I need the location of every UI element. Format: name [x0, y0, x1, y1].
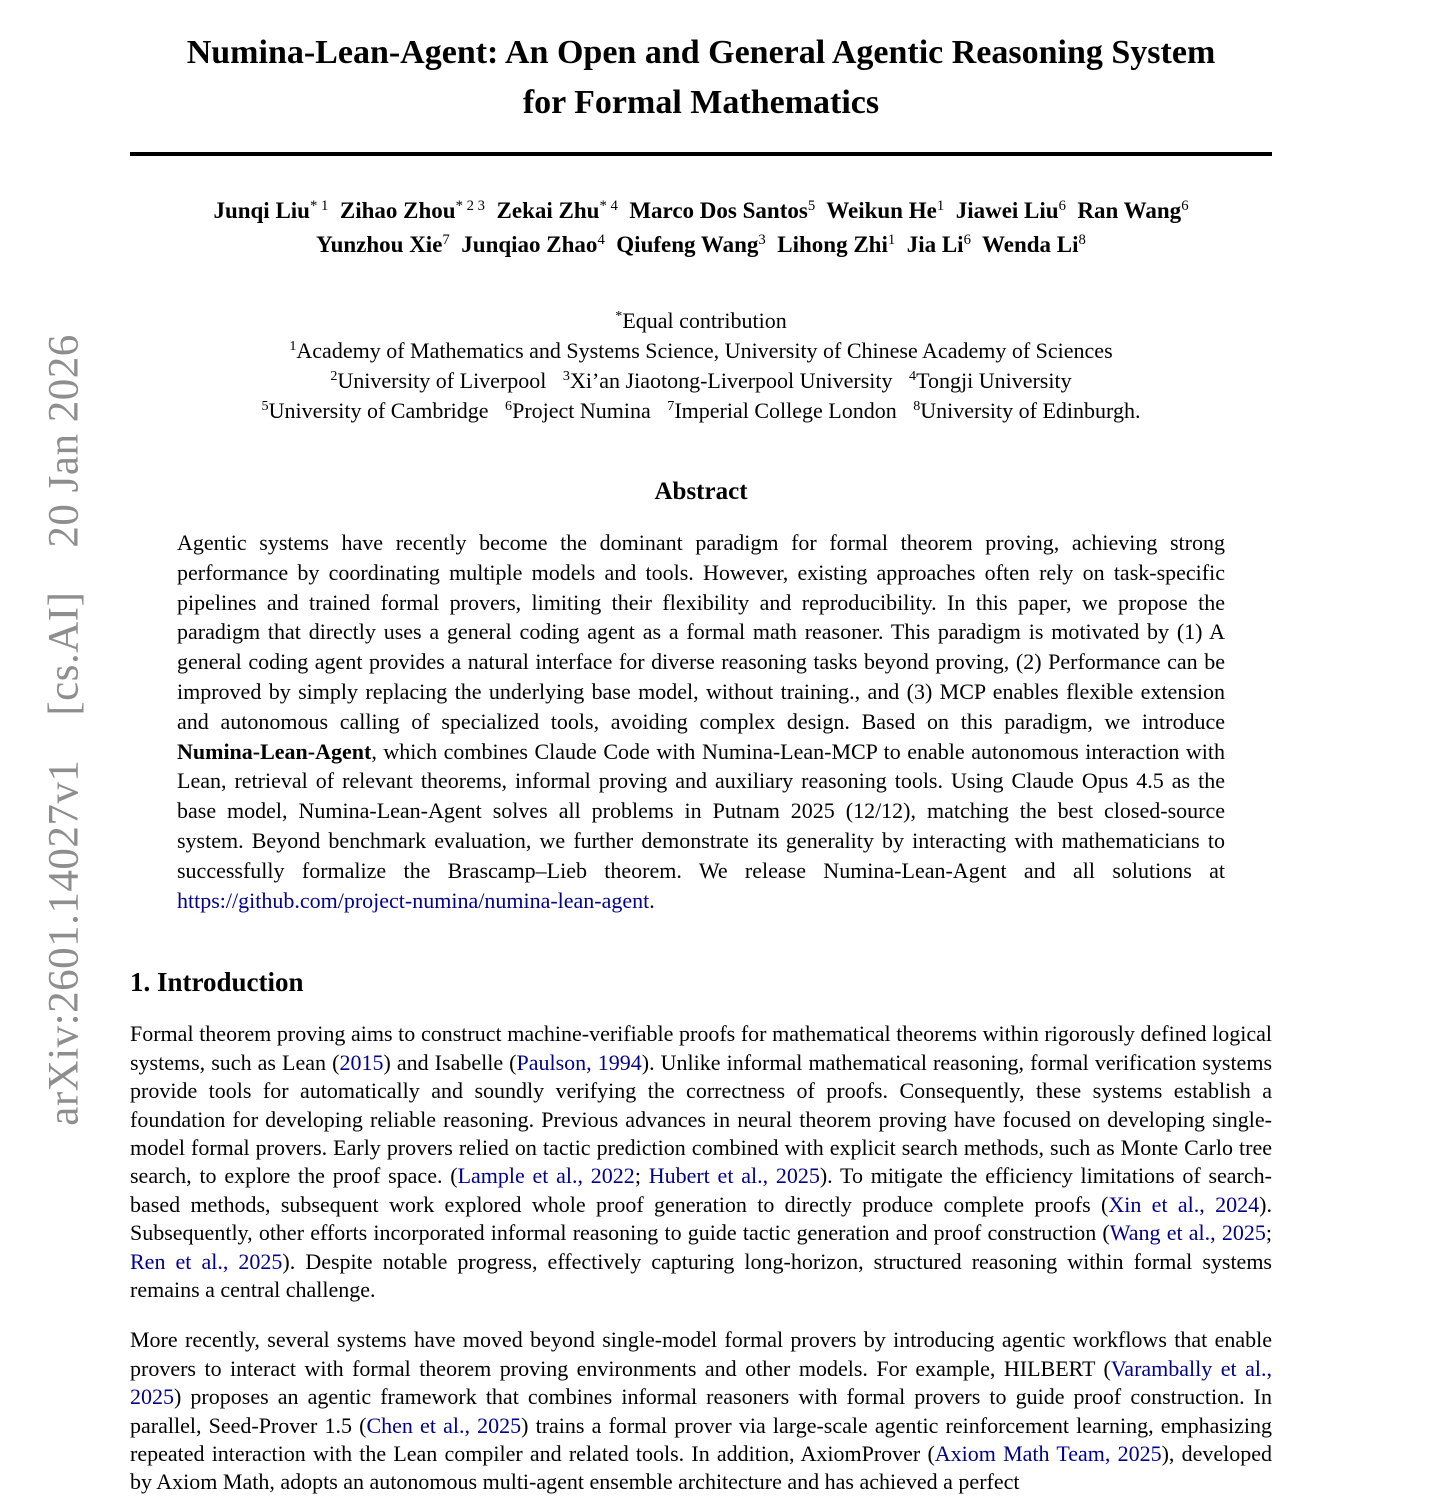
text-segment: Wenda Li — [982, 232, 1079, 257]
text-segment: University of Edinburgh. — [920, 398, 1141, 423]
text-segment: Project Numina — [512, 398, 668, 423]
text-segment: 2 — [330, 368, 338, 385]
affiliation-line-1 — [130, 336, 1272, 366]
citation-link[interactable]: 2015 — [339, 1049, 384, 1075]
affiliation-line-2 — [130, 366, 1272, 396]
text-segment: 7 — [667, 398, 675, 415]
text-segment: 4 — [597, 231, 605, 248]
text-segment: 8 — [1078, 231, 1086, 248]
text-segment — [450, 232, 462, 257]
text-segment: Jiawei Liu — [955, 198, 1059, 223]
text-segment: ). Despite notable progress, effectively capturing long-horizon, structured reasoning within formal systems remains a central challenge. — [130, 1248, 1272, 1303]
paper-content — [130, 0, 1273, 1495]
intro-paragraph-2 — [130, 1326, 1272, 1496]
text-segment — [815, 198, 826, 223]
intro-paragraph-1 — [130, 1020, 1272, 1304]
text-segment: 6 — [1181, 197, 1189, 214]
text-segment: 3 — [562, 368, 570, 385]
text-segment: University of Cambridge — [268, 398, 506, 423]
authors-row-2 — [130, 228, 1272, 262]
text-segment: Jia Li — [906, 232, 964, 257]
text-segment: ) and Isabelle ( — [383, 1049, 517, 1075]
paper-title-line2: for Formal Mathematics — [522, 84, 880, 121]
citation-link[interactable]: Axiom Math Team, 2025 — [934, 1441, 1162, 1467]
text-segment: Junqi Liu — [213, 198, 310, 223]
text-segment: 6 — [505, 398, 513, 415]
text-segment: . — [649, 887, 655, 913]
text-segment: Equal contribution — [622, 308, 787, 333]
text-segment: 8 — [913, 398, 921, 415]
authors-row-1 — [130, 194, 1272, 228]
text-segment: Marco Dos Santos — [629, 198, 808, 223]
author-block — [130, 194, 1272, 262]
text-segment: * 4 — [599, 197, 618, 214]
text-segment — [485, 198, 497, 223]
text-segment: Zihao Zhou — [339, 198, 456, 223]
text-segment: , which combines Claude Code with Numina-Lean-MCP to enable autonomous interaction with Lean, retrieval of relevant theorems, informal proving and auxiliary reasoning tools. Using Claude Opus 4.5 as the base model, Numina-Lean-Agent solves all problems in Putnam 2025 (12/12), matching the best closed-source system. Beyond benchmark evaluation, we further demonstrate its generality by interacting with mathematicians to successfully formalize the Brascamp–Lieb theorem. We release Numina-Lean-Agent and all solutions at — [177, 738, 1225, 883]
text-segment: More recently, several systems have moved beyond single-model formal provers by introducing agentic workflows that enable provers to interact with formal theorem proving environments and other models. For example, HILBERT ( — [130, 1327, 1272, 1381]
text-segment — [605, 232, 617, 257]
citation-link[interactable]: Wang et al., 2025 — [1109, 1220, 1266, 1246]
text-segment: ) trains a formal prover via large-scale agentic reinforcement learning, emphasizing repeated interaction with the Lean compiler and related tools. In addition, AxiomProver ( — [130, 1412, 1272, 1467]
citation-link[interactable]: Xin et al., 2024 — [1108, 1191, 1260, 1217]
text-segment: Academy of Mathematics and Systems Science, University of Chinese Academy of Sciences — [296, 338, 1113, 363]
text-segment: 5 — [807, 197, 816, 214]
text-segment: 1 — [887, 231, 896, 248]
text-segment: Agentic systems have recently become the dominant paradigm for formal theorem proving, achieving strong performance by coordinating multiple models and tools. However, existing approaches often rely on task-specific pipelines and trained formal provers, limiting their flexibility and reproducibility. In this paper, we propose the paradigm that directly uses a general coding agent as a formal math reasoner. This paradigm is motivated by (1) A general coding agent provides a natural interface for diverse reasoning tasks beyond proving, (2) Performance can be improved by simply replacing the underlying base model, without training., and (3) MCP enables flexible extension and autonomous calling of specialized tools, avoiding complex design. Based on this paradigm, we introduce — [177, 530, 1225, 734]
affiliation-line-3 — [130, 396, 1272, 426]
affiliations-block — [130, 306, 1272, 426]
text-segment: 6 — [963, 231, 971, 248]
text-segment — [895, 232, 907, 257]
citation-link[interactable]: Varambally et al., 2025 — [130, 1355, 1272, 1410]
arxiv-watermark: arXiv:2601.14027v1 [cs.AI] 20 Jan 2026 — [40, 334, 88, 1126]
abstract-text — [177, 528, 1225, 915]
text-segment: Xi’an Jiaotong-Liverpool University — [569, 368, 910, 393]
text-segment: Tongji University — [916, 368, 1072, 393]
text-segment: Numina-Lean-Agent — [177, 738, 372, 764]
text-segment: 5 — [261, 398, 269, 415]
text-segment: 1 — [936, 197, 945, 214]
text-segment: Yunzhou Xie — [316, 232, 443, 257]
text-segment: Imperial College London — [674, 398, 914, 423]
text-segment: Lihong Zhi — [777, 232, 888, 257]
citation-link[interactable]: Hubert et al., 2025 — [648, 1163, 820, 1189]
text-segment: ; — [634, 1163, 649, 1189]
text-segment: 1 — [289, 338, 297, 355]
text-segment — [1066, 198, 1078, 223]
text-segment — [971, 232, 982, 257]
text-segment: 6 — [1058, 197, 1066, 214]
text-segment — [766, 232, 778, 257]
citation-link[interactable]: Chen et al., 2025 — [366, 1412, 522, 1438]
text-segment: ). Subsequently, other efforts incorporated informal reasoning to guide tactic generation and proof construction ( — [130, 1191, 1272, 1246]
text-segment — [328, 198, 340, 223]
text-segment: ), developed by Axiom Math, adopts an autonomous multi-agent ensemble architecture and has achieved a perfect — [130, 1441, 1273, 1495]
title-rule — [130, 152, 1272, 156]
citation-link[interactable]: Lample et al., 2022 — [457, 1163, 635, 1189]
text-segment: * — [615, 308, 623, 325]
text-segment — [618, 198, 630, 223]
text-segment: Ran Wang — [1077, 198, 1182, 223]
text-segment: * 2 3 — [455, 197, 486, 214]
text-segment: 4 — [909, 368, 917, 385]
text-segment: ; — [1265, 1220, 1272, 1246]
citation-link[interactable]: Paulson, 1994 — [516, 1049, 642, 1075]
citation-link[interactable]: Ren et al., 2025 — [130, 1248, 283, 1274]
equal-contribution-note — [130, 306, 1272, 336]
paper-title — [130, 28, 1272, 128]
abstract-heading: Abstract — [654, 478, 748, 505]
text-segment: University of Liverpool — [337, 368, 563, 393]
text-segment: Qiufeng Wang — [616, 232, 759, 257]
text-segment: Weikun He — [826, 198, 937, 223]
text-segment — [944, 198, 956, 223]
text-segment: ). Unlike informal mathematical reasoning, formal verification systems provide tools for automatically and soundly verifying the correctness of proofs. Consequently, these systems establish a foundation for developing reliable reasoning. Previous advances in neural theorem proving have focused on developing single-model formal provers. Early provers relied on tactic prediction combined with explicit search methods, such as Monte Carlo tree search, to explore the proof space. ( — [130, 1049, 1272, 1189]
text-segment: ) proposes an agentic framework that combines informal reasoners with formal provers to guide proof construction. In parallel, Seed-Prover 1.5 ( — [130, 1384, 1272, 1438]
section-heading-introduction: 1. Introduction — [130, 967, 304, 998]
text-segment: 3 — [758, 231, 766, 248]
text-segment: * 1 — [309, 197, 329, 214]
text-segment: Zekai Zhu — [496, 198, 600, 223]
text-segment: Junqiao Zhao — [461, 232, 598, 257]
github-link[interactable]: https://github.com/project-numina/numina-lean-agent — [177, 887, 650, 913]
text-segment: ). To mitigate the efficiency limitations of search-based methods, subsequent work explored whole proof generation to directly produce complete proofs ( — [130, 1163, 1272, 1217]
paper-title-line1: Numina-Lean-Agent: An Open and General Agentic Reasoning System — [186, 34, 1216, 71]
text-segment: Formal theorem proving aims to construct machine-verifiable proofs for mathematical theorems within rigorously defined logical systems, such as Lean ( — [130, 1021, 1272, 1075]
text-segment: 7 — [442, 231, 450, 248]
